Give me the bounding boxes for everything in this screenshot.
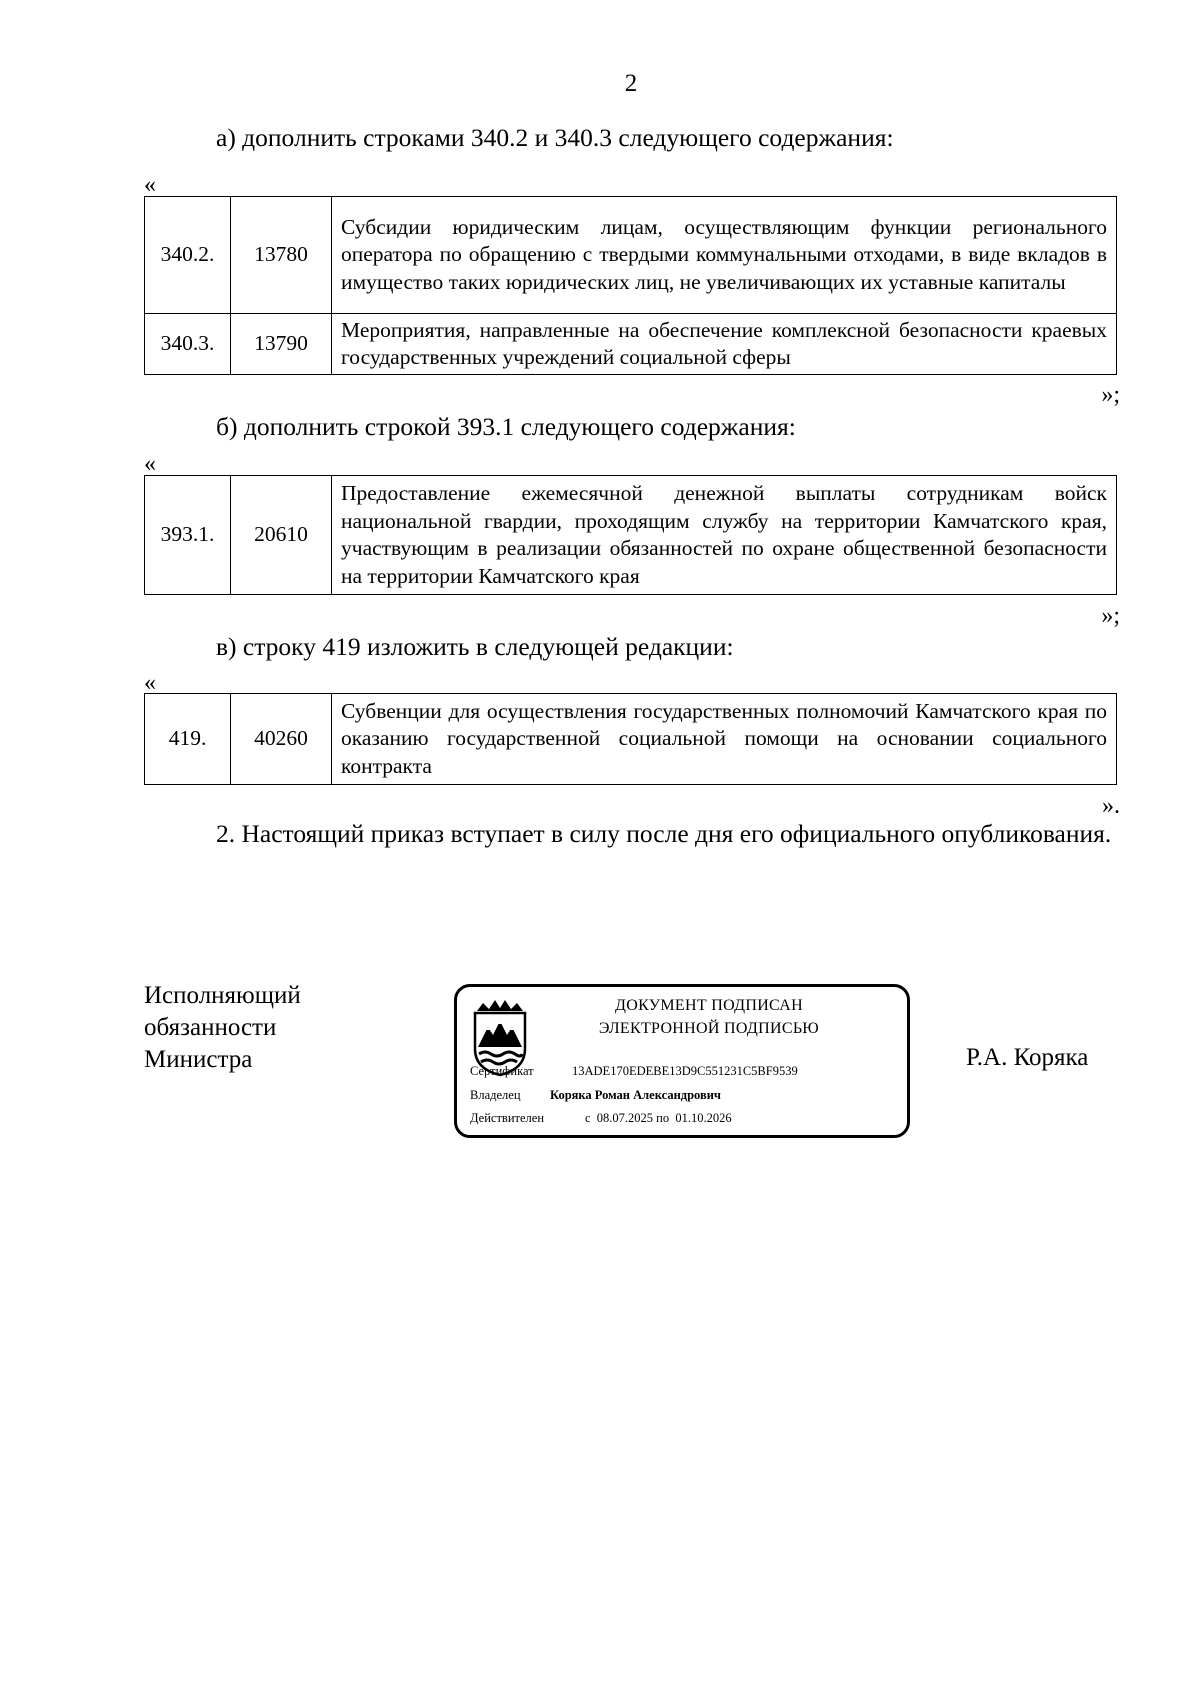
row-code: 40260 [231,694,332,785]
section-b-intro: б) дополнить строкой 393.1 следующего содержания: [216,412,796,441]
section-c-table [144,693,1117,785]
section-c-intro: в) строку 419 изложить в следующей редакции: [216,632,734,661]
section-a-table [144,196,1117,375]
table-row [145,314,1117,375]
final-paragraph [144,818,1117,850]
row-description: Субвенции для осуществления государственных полномочий Камчатского края по оказанию государственной социальной помощи на основании социального контракта [332,694,1117,785]
stamp-valid-label: Действителен [470,1111,545,1125]
row-number: 340.2. [145,197,231,314]
stamp-owner-row [470,1088,721,1103]
section-a-close-quote: »; [1101,382,1120,408]
signer-name: Р.А. Коряка [966,1044,1089,1071]
table-row [145,476,1117,595]
row-description: Предоставление ежемесячной денежной выплаты сотрудникам войск национальной гвардии, проходящим службу на территории Камчатского края, участвующим в реализации обязанностей по охране общественной безопасности на территории Камчатского края [332,476,1117,595]
row-number: 340.3. [145,314,231,375]
stamp-owner-label: Владелец [470,1088,521,1102]
stamp-title-line: ДОКУМЕНТ ПОДПИСАН [615,997,803,1014]
signer-position-line: Министра [144,1046,253,1073]
row-number: 419. [145,694,231,785]
final-paragraph-text: 2. Настоящий приказ вступает в силу после дня его официального опубликования. [216,819,1112,848]
stamp-certificate-row [470,1064,798,1079]
electronic-signature-stamp [454,984,910,1138]
section-c-close-quote: ». [1102,793,1120,819]
stamp-valid-row [470,1111,732,1126]
signer-position-line: обязанности [144,1014,277,1041]
section-a-intro: а) дополнить строками 340.2 и 340.3 следующего содержания: [216,123,894,152]
section-b-open-quote: « [144,451,156,477]
stamp-valid-value: с 08.07.2025 по 01.10.2026 [585,1111,732,1125]
section-c-open-quote: « [144,670,156,696]
signer-position [144,980,301,1076]
row-code: 20610 [231,476,332,595]
table-row [145,694,1117,785]
row-description: Мероприятия, направленные на обеспечение комплексной безопасности краевых государственных учреждений социальной сферы [332,314,1117,375]
row-description: Субсидии юридическим лицам, осуществляющим функции регионального оператора по обращению с твердыми коммунальными отходами, в виде вкладов в имущество таких юридических лиц, не увеличивающих их уставные капиталы [332,197,1117,314]
table-row [145,197,1117,314]
page-number: 2 [624,70,638,97]
row-code: 13790 [231,314,332,375]
stamp-owner-value: Коряка Роман Александрович [550,1088,721,1102]
stamp-title-line: ЭЛЕКТРОННОЙ ПОДПИСЬЮ [598,1020,820,1037]
section-a-open-quote: « [144,172,156,198]
section-b-close-quote: »; [1101,603,1120,629]
row-code: 13780 [231,197,332,314]
signer-position-line: Исполняющий [144,982,301,1009]
row-number: 393.1. [145,476,231,595]
stamp-certificate-value: 13ADE170EDEBE13D9C551231C5BF9539 [572,1064,798,1078]
stamp-certificate-label: Сертификат [470,1064,534,1078]
section-b-table [144,475,1117,595]
